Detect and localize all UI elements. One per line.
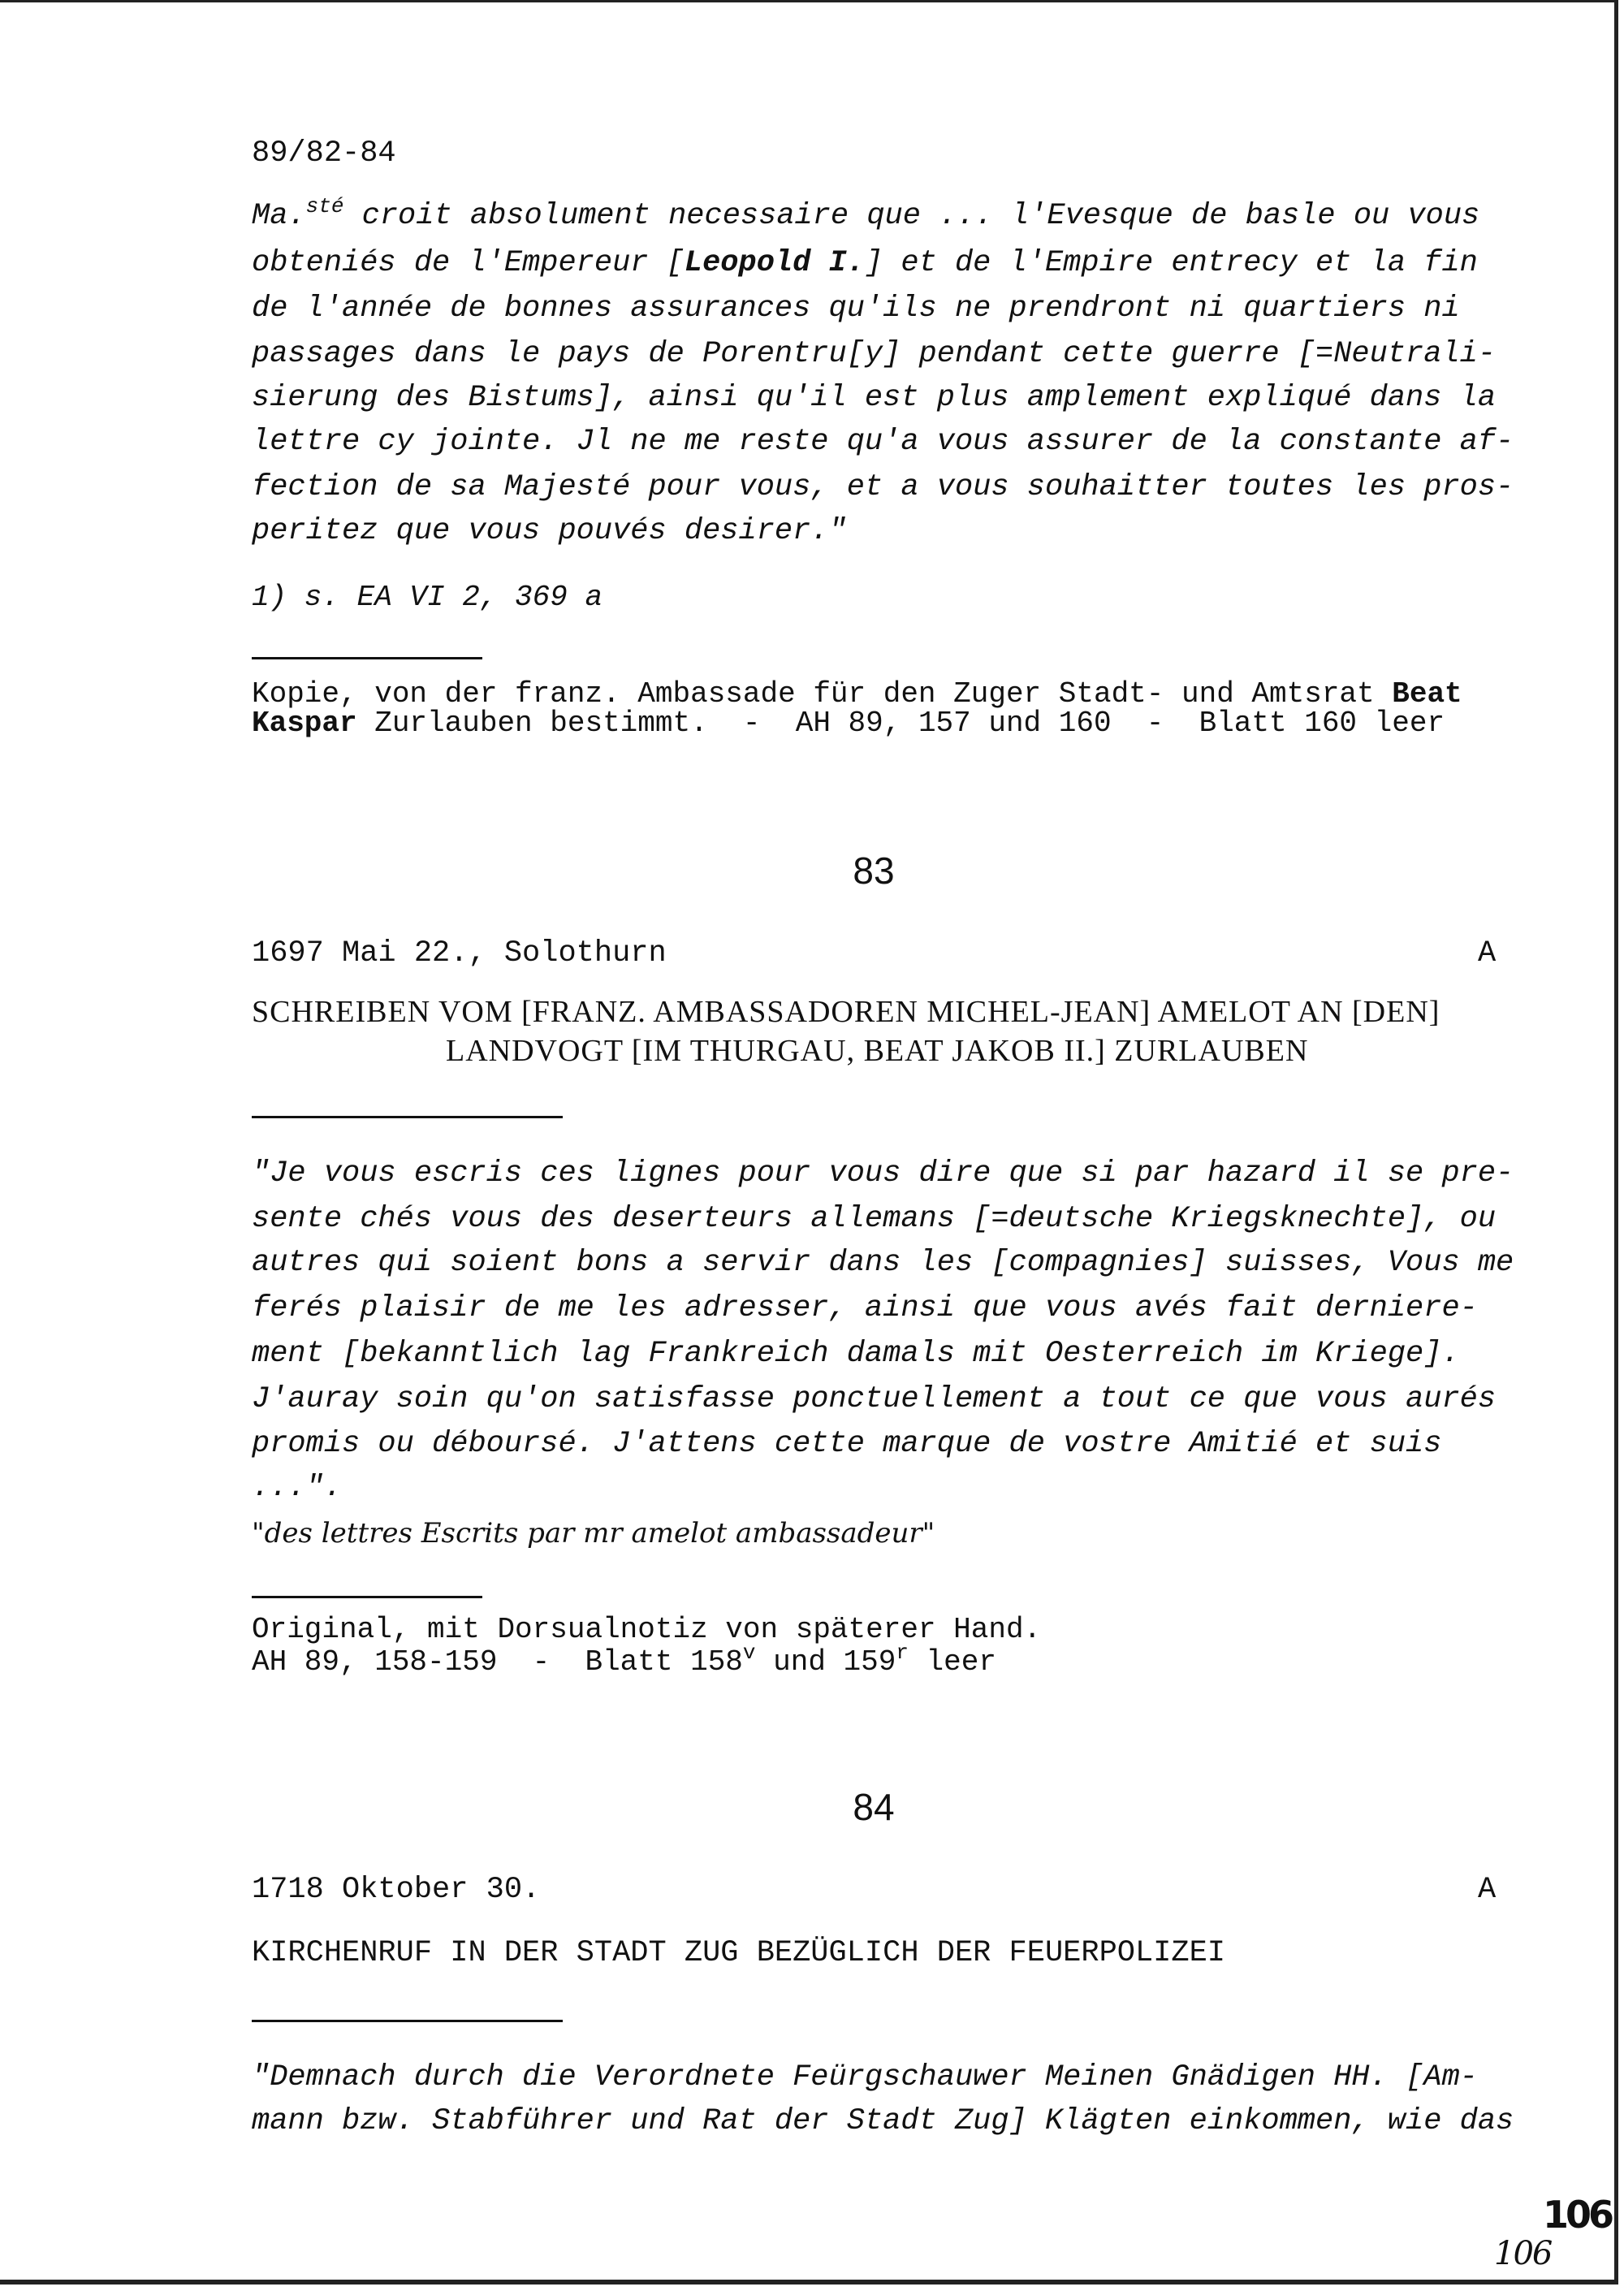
text-segment: J'auray soin qu'on satisfasse ponctuellement a tout ce que vous aurés <box>252 1382 1497 1416</box>
text-segment: passages dans le pays de Porentru[y] pendant cette guerre [=Neutrali- <box>252 337 1497 371</box>
text-segment: peritez que vous pouvés desirer." <box>252 514 847 548</box>
text-line <box>252 245 1478 281</box>
text-segment: sierung des Bistums], ainsi qu'il est plus amplement expliqué dans la <box>252 381 1497 415</box>
text-line <box>252 1640 996 1680</box>
superscript: v <box>742 1640 756 1665</box>
dorsal-note: "des lettres Escrits par mr amelot ambassadeur" <box>252 1517 935 1550</box>
doc83-title-line: LANDVOGT [IM THURGAU, BEAT JAKOB II.] ZURLAUBEN <box>446 1034 1309 1068</box>
text-segment: croit absolument necessaire que ... l'Evesque de basle ou vous <box>343 199 1480 233</box>
divider <box>252 1596 482 1598</box>
text-segment: Kopie, von der franz. Ambassade für den Zuger Stadt- und Amtsrat <box>252 677 1393 711</box>
text-line <box>252 469 1514 505</box>
text-segment: Ma. <box>252 199 306 233</box>
text-segment: Kaspar <box>252 707 357 740</box>
text-segment: Original, mit Dorsualnotiz von späterer Hand. <box>252 1613 1042 1646</box>
text-line <box>252 1612 1041 1648</box>
text-line <box>252 336 1496 372</box>
text-line <box>252 380 1496 416</box>
text-line <box>252 706 1445 741</box>
superscript: r <box>896 1640 909 1665</box>
text-line <box>252 513 847 549</box>
text-segment: und 159 <box>755 1645 896 1679</box>
text-segment: lettre cy jointe. Jl ne me reste qu'a vous assurer de la constante af- <box>252 425 1514 459</box>
document-reference: 89/82-84 <box>252 136 396 171</box>
text-segment: autres qui soient bons a servir dans les [compagnies] suisses, Vous me <box>252 1246 1514 1280</box>
text-line <box>252 1156 1514 1191</box>
doc84-title: KIRCHENRUF IN DER STADT ZUG BEZÜGLICH DER FEUERPOLIZEI <box>252 1936 1225 1970</box>
text-line <box>252 2103 1514 2139</box>
doc83-marker: A <box>1478 936 1497 970</box>
footnote: 1) s. EA VI 2, 369 a <box>252 581 603 614</box>
text-segment: mann bzw. Stabführer und Rat der Stadt Zug] Klägten einkommen, wie das <box>252 2104 1514 2138</box>
divider <box>252 2020 563 2022</box>
text-segment: Leopold I. <box>684 246 865 280</box>
text-line <box>252 1201 1496 1237</box>
text-segment: fection de sa Majesté pour vous, et a vous souhaitter toutes les pros- <box>252 470 1514 504</box>
text-line <box>252 1381 1496 1417</box>
document-number-84: 84 <box>853 1786 895 1828</box>
text-segment: obteniés de l'Empereur [ <box>252 246 685 280</box>
text-segment: sente chés vous des deserteurs allemans [=deutsche Kriegsknechte], ou <box>252 1202 1497 1236</box>
text-segment: leer <box>908 1645 996 1679</box>
doc83-title-line: SCHREIBEN VOM [FRANZ. AMBASSADOREN MICHEL-JEAN] AMELOT AN [DEN] <box>252 995 1440 1029</box>
text-segment: "Demnach durch die Verordnete Feürgschauwer Meinen Gnädigen HH. [Am- <box>252 2060 1478 2094</box>
text-line <box>252 424 1514 460</box>
document-number-83: 83 <box>853 849 895 892</box>
text-line <box>252 194 1480 234</box>
text-segment: ] et de l'Empire entrecy et la fin <box>864 246 1478 280</box>
doc83-date-place: 1697 Mai 22., Solothurn <box>252 936 667 970</box>
text-line <box>252 1336 1460 1372</box>
text-segment: promis ou déboursé. J'attens cette marque de vostre Amitié et suis <box>252 1427 1442 1461</box>
text-line <box>252 2060 1478 2095</box>
text-line <box>252 1245 1514 1281</box>
text-segment: ferés plaisir de me les adresser, ainsi que vous avés fait derniere- <box>252 1291 1478 1325</box>
superscript: sté <box>305 194 344 218</box>
text-segment: Zurlauben bestimmt. - AH 89, 157 und 160 - Blatt 160 leer <box>356 707 1445 740</box>
handwritten-page-number: 106 <box>1494 2235 1552 2272</box>
stamped-page-number: 106 <box>1543 2193 1612 2237</box>
text-segment: de l'année de bonnes assurances qu'ils ne prendront ni quartiers ni <box>252 292 1460 326</box>
text-segment: "Je vous escris ces lignes pour vous dire que si par hazard il se pre- <box>252 1156 1514 1191</box>
text-line <box>252 1426 1441 1462</box>
text-segment: ...". <box>252 1471 343 1505</box>
text-segment: ment [bekanntlich lag Frankreich damals mit Oesterreich im Kriege]. <box>252 1337 1460 1371</box>
doc84-date: 1718 Oktober 30. <box>252 1873 541 1907</box>
text-line <box>252 1470 342 1506</box>
text-line <box>252 291 1460 326</box>
divider <box>252 1116 563 1118</box>
text-line <box>252 1290 1478 1326</box>
divider <box>252 657 482 659</box>
doc84-marker: A <box>1478 1873 1497 1907</box>
text-segment: Beat <box>1392 677 1462 711</box>
text-segment: AH 89, 158-159 - Blatt 158 <box>252 1645 743 1679</box>
